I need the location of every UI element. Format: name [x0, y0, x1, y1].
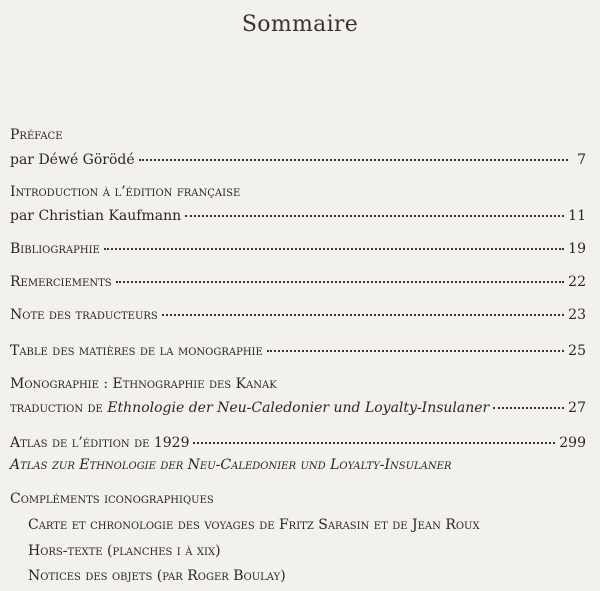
toc-entry-bibliographie: [10, 241, 586, 257]
toc-entry-preface-author: [10, 152, 586, 168]
dot-leader: [185, 215, 564, 217]
toc-page-number: 25: [568, 343, 586, 359]
toc-page-number: 299: [559, 435, 586, 451]
toc-entry-remerciements: [10, 274, 586, 290]
dot-leader: [139, 159, 568, 161]
toc-heading: Note des traducteurs: [10, 307, 158, 323]
toc-entry-table: [10, 343, 586, 359]
dot-leader: [104, 248, 564, 250]
toc-entry-note: [10, 307, 586, 323]
toc-sub-title: Ethnologie der Neu-Caledonier und Loyalty-Insulaner: [107, 400, 490, 416]
toc-subentry-label: Carte et chronologie des voyages de Fritz Sarasin et de Jean Roux: [28, 517, 480, 533]
toc-sub-title: Atlas zur Ethnologie der Neu-Caledonier und Loyalty-Insulaner: [10, 457, 452, 473]
toc-entry-monographie-subtitle: [10, 400, 586, 416]
toc-heading: Monographie : Ethnographie des Kanak: [10, 376, 277, 392]
toc-subentry-label: Hors-texte (planches i à xix): [28, 543, 221, 559]
toc-heading: Bibliographie: [10, 241, 100, 257]
toc-entry-atlas-heading: [10, 435, 586, 451]
toc-page-number: 7: [577, 152, 586, 168]
toc-heading: Préface: [10, 127, 63, 143]
toc-sub-prefix: traduction de: [10, 400, 108, 416]
toc-subentry: [28, 517, 586, 533]
toc-subentry: [28, 543, 586, 559]
toc-entry-atlas-subtitle: [10, 457, 586, 473]
dot-leader: [116, 281, 565, 283]
toc-entry-preface-heading: [10, 127, 586, 143]
toc-entry-complements-heading: [10, 491, 586, 507]
toc-subentry: [28, 568, 586, 584]
page-title: Sommaire: [241, 12, 359, 37]
toc-author: par Christian Kaufmann: [10, 208, 182, 224]
toc-author: par Déwé Görödé: [10, 152, 135, 168]
toc-page-number: 23: [568, 307, 586, 323]
toc-page-number: 11: [568, 208, 586, 224]
toc-entry-monographie-heading: [10, 376, 586, 392]
toc-heading: Compléments iconographiques: [10, 491, 214, 507]
dot-leader: [162, 314, 564, 316]
toc-page-number: 19: [568, 241, 586, 257]
toc-heading: Remerciements: [10, 274, 112, 290]
toc-entry-introduction-heading: [10, 184, 586, 200]
dot-leader: [267, 350, 564, 352]
toc-entry-introduction-author: [10, 208, 586, 224]
toc-subentry-label: Notices des objets (par Roger Boulay): [28, 568, 286, 584]
toc-heading: Table des matières de la monographie: [10, 343, 263, 359]
dot-leader: [193, 442, 555, 444]
toc-heading: Introduction à l’édition française: [10, 184, 241, 200]
toc-page-number: 27: [568, 400, 586, 416]
toc-heading: Atlas de l’édition de 1929: [10, 435, 190, 451]
dot-leader: [493, 407, 564, 409]
toc-page-number: 22: [568, 274, 586, 290]
